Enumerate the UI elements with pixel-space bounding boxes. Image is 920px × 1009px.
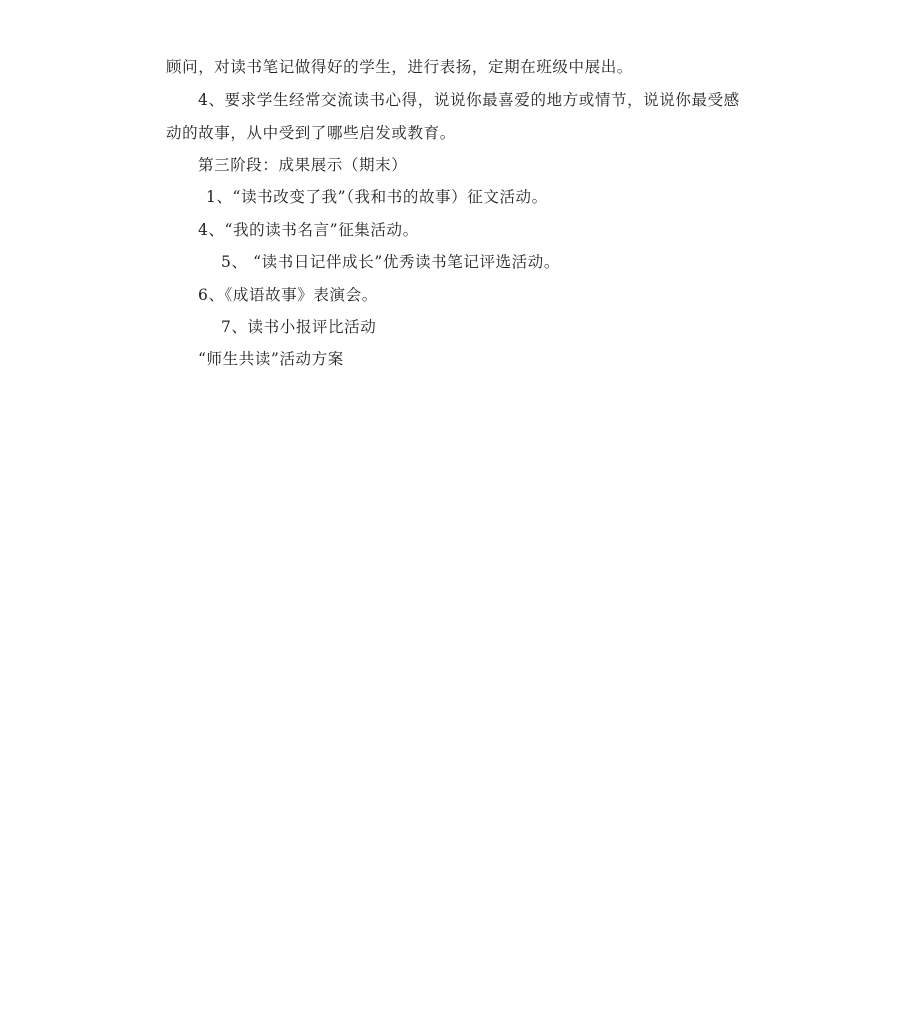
list-item: 7、读书小报评比活动 [221, 318, 377, 336]
list-item: 1、“读书改变了我”（我和书的故事）征文活动。 [206, 188, 548, 206]
list-item: 5、 “读书日记伴成长”优秀读书笔记评选活动。 [221, 253, 560, 271]
list-item: 4、“我的读书名言”征集活动。 [198, 221, 419, 239]
paragraph-line: 4、要求学生经常交流读书心得，说说你最喜爱的地方或情节，说说你最受感 [198, 91, 740, 109]
list-item: 6、《成语故事》表演会。 [198, 286, 378, 304]
paragraph-line: 顾问，对读书笔记做得好的学生，进行表扬，定期在班级中展出。 [166, 58, 633, 76]
document-title: “师生共读”活动方案 [198, 350, 344, 368]
paragraph-line: 动的故事，从中受到了哪些启发或教育。 [166, 124, 456, 142]
section-heading: 第三阶段：成果展示（期末） [198, 156, 408, 174]
